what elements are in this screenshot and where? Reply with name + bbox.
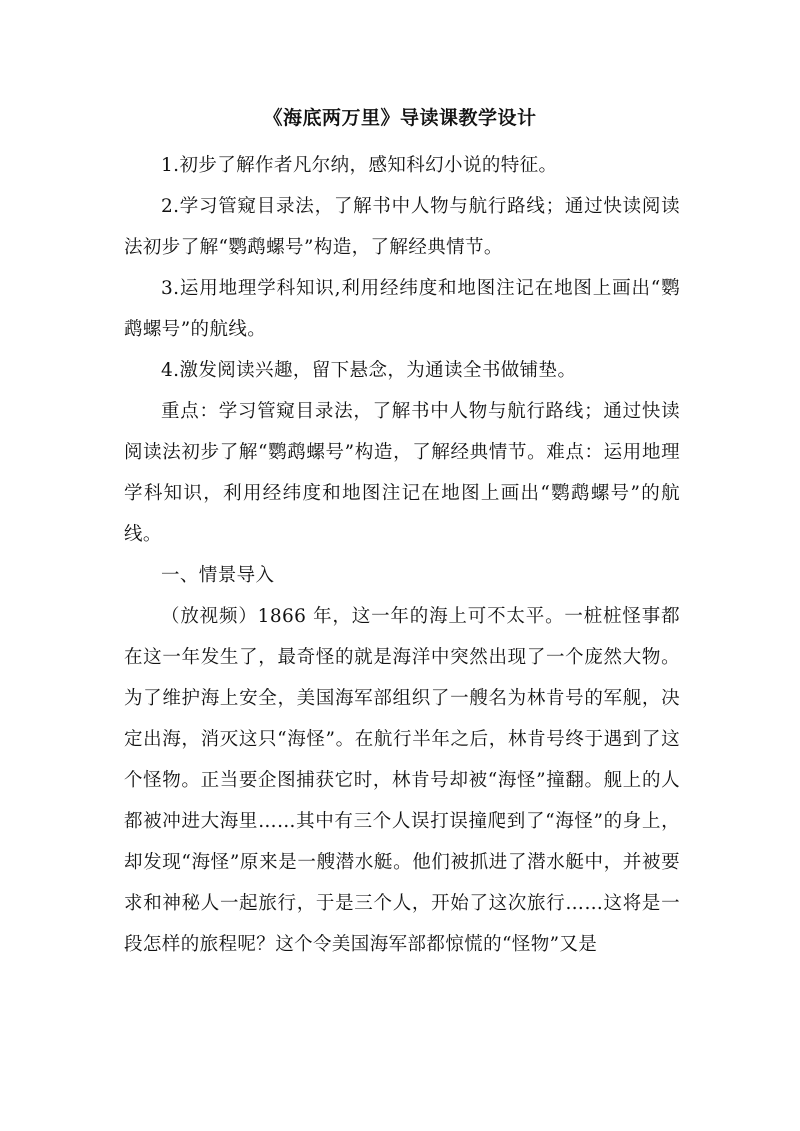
document-body xyxy=(124,145,680,965)
key-points-paragraph: 重点：学习管窥目录法，了解书中人物与航行路线；通过快读阅读法初步了解“鹦鹉螺号”构造，了解经典情节。难点：运用地理学科知识，利用经纬度和地图注记在地图上画出“鹦鹉螺号”的航线。 xyxy=(124,401,680,545)
document-title: 《海底两万里》导读课教学设计 xyxy=(263,107,537,129)
objective-3-paragraph: 3.运用地理学科知识,利用经纬度和地图注记在地图上画出“鹦鹉螺号”的航线。 xyxy=(124,278,680,340)
intro-narrative-paragraph: （放视频）1866 年，这一年的海上可不太平。一桩桩怪事都在这一年发生了，最奇怪的就是海洋中突然出现了一个庞然大物。为了维护海上安全，美国海军部组织了一艘名为林肯号的军舰，决定出海，消灭这只“海怪”。在航行半年之后，林肯号终于遇到了这个怪物。正当要企图捕获它时，林肯号却被“海怪”撞翻。舰上的人都被冲进大海里……其中有三个人误打误撞爬到了“海怪”的身上，却发现“海怪”原来是一艘潜水艇。他们被抓进了潜水艇中，并被要求和神秘人一起旅行，于是三个人，开始了这次旅行……这将是一段怎样的旅程呢？这个令美国海军部都惊慌的“怪物”又是 xyxy=(124,606,680,955)
section-heading-intro: 一、情景导入 xyxy=(161,565,275,586)
objective-1-paragraph: 1.初步了解作者凡尔纳，感知科幻小说的特征。 xyxy=(161,155,558,176)
objective-4-paragraph: 4.激发阅读兴趣，留下悬念，为通读全书做铺垫。 xyxy=(161,360,577,381)
objective-2-paragraph: 2.学习管窥目录法，了解书中人物与航行路线；通过快读阅读法初步了解“鹦鹉螺号”构造，了解经典情节。 xyxy=(124,196,680,258)
